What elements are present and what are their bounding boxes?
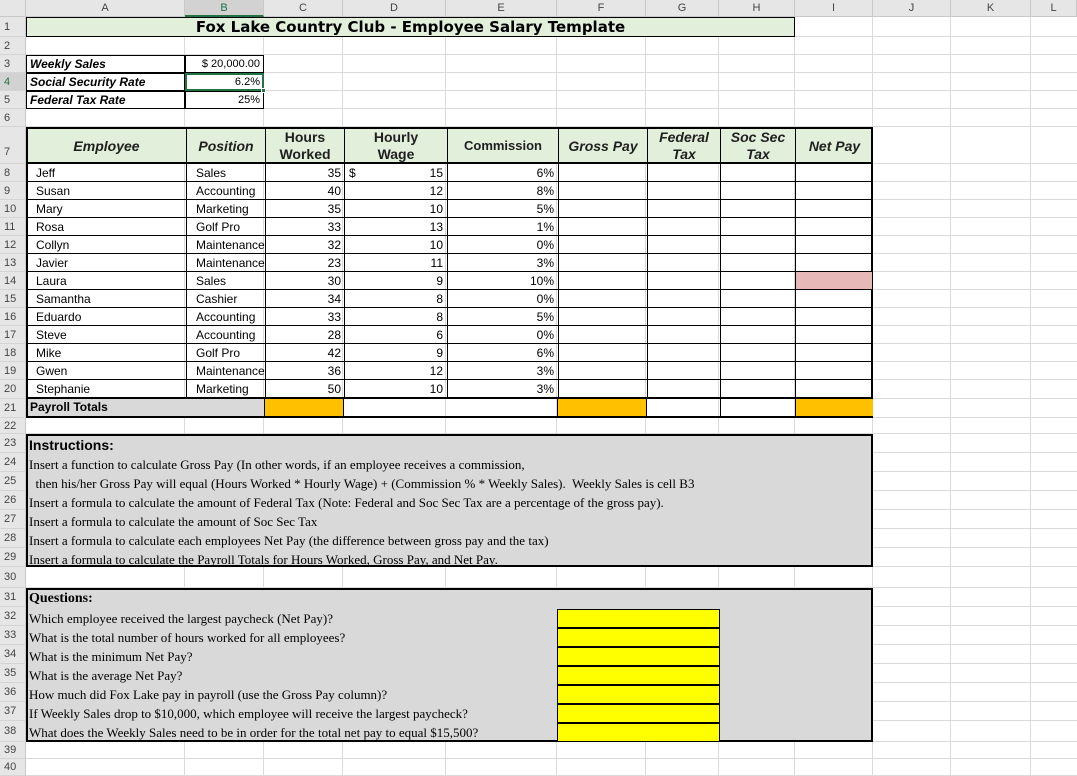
hourly-wage[interactable]: 10 [429,202,443,216]
params-block [26,55,265,109]
socsec-tax-cell[interactable] [721,308,795,325]
row-header-26[interactable]: 26 [0,491,26,510]
column-header-l[interactable]: L [1031,0,1077,17]
row-header-6[interactable]: 6 [0,109,26,127]
select-all-corner[interactable] [0,0,26,17]
hours-worked[interactable]: 30 [327,274,341,288]
fill-handle[interactable] [261,88,266,93]
net-pay-cell[interactable] [796,164,872,181]
commission[interactable]: 0% [536,328,554,342]
row-header-35[interactable]: 35 [0,664,26,683]
instruction-line: Insert a function to calculate Gross Pay (In other words, if an employee receives a commission, [29,457,525,472]
employee-position[interactable]: Sales [196,166,227,180]
row-header-19[interactable]: 19 [0,362,26,380]
header-commission: Commission [463,138,542,153]
net-pay-cell[interactable] [796,182,872,199]
instruction-line: Insert a formula to calculate each employees Net Pay (the difference between gross pay and the tax) [29,533,549,548]
gross-pay-cell[interactable] [559,344,647,361]
employee-position[interactable]: Maintenance [196,256,265,270]
row-header-18[interactable]: 18 [0,344,26,362]
currency-symbol: $ [349,166,356,180]
row-header-13[interactable]: 13 [0,254,26,272]
gross-pay-cell[interactable] [559,362,647,379]
gross-pay-cell[interactable] [559,308,647,325]
column-header-c[interactable]: C [264,0,343,17]
commission[interactable]: 3% [536,382,554,396]
cell-border [186,254,187,272]
column-header-e[interactable]: E [446,0,557,17]
question-line: Which employee received the largest paycheck (Net Pay)? [29,611,334,626]
table-row [28,254,871,272]
commission[interactable]: 1% [536,220,554,234]
table-row [28,272,871,290]
gross-pay-cell[interactable] [559,380,647,397]
employee-name[interactable]: Rosa [36,220,65,234]
instruction-line: then his/her Gross Pay will equal (Hours Worked * Hourly Wage) + (Commission % * Weekly Sales). Weekly Sales is cell B3 [29,476,695,491]
hourly-wage[interactable]: 10 [429,382,443,396]
employee-name[interactable]: Samantha [36,292,91,306]
row-header-5[interactable]: 5 [0,91,26,109]
row-header-39[interactable]: 39 [0,742,26,759]
federal-tax-cell[interactable] [648,290,720,307]
net-pay-cell[interactable] [796,290,872,307]
header-federal-1: Federal [659,129,709,145]
row-header-34[interactable]: 34 [0,645,26,664]
hourly-wage[interactable]: 9 [436,274,443,288]
payroll-totals-label: Payroll Totals [30,400,108,414]
row-header-10[interactable]: 10 [0,200,26,218]
grid-line [26,758,1077,759]
table-row [28,182,871,200]
employee-name[interactable]: Laura [36,274,67,288]
gross-pay-cell[interactable] [559,254,647,271]
page-title: Fox Lake Country Club - Employee Salary Template [195,18,626,36]
commission[interactable]: 8% [536,184,554,198]
employee-position[interactable]: Accounting [196,310,256,324]
header-hours-1: Hours [284,129,326,145]
hourly-wage[interactable]: 9 [436,346,443,360]
hourly-wage[interactable]: 12 [429,364,443,378]
header-wage-1: Hourly [373,129,419,145]
federal-tax-cell[interactable] [648,164,720,181]
commission[interactable]: 10% [529,274,554,288]
net-pay-total-cell[interactable] [795,399,873,416]
socsec-tax-cell[interactable] [721,254,795,271]
gross-pay-cell[interactable] [559,272,647,289]
question-line: What is the average Net Pay? [29,668,183,683]
gross-pay-cell[interactable] [559,290,647,307]
column-header-i[interactable]: I [795,0,873,17]
employee-position[interactable]: Marketing [196,382,249,396]
instruction-line: Insert a formula to calculate the Payroll Totals for Hours Worked, Gross Pay, and Net Pay. [29,552,498,567]
hours-worked[interactable]: 28 [327,328,341,342]
row-header-40[interactable]: 40 [0,759,26,776]
cell-border [186,182,187,200]
socsec-tax-cell[interactable] [721,290,795,307]
table-row [28,326,871,344]
table-row [28,308,871,326]
row-header-4[interactable]: 4 [0,73,26,91]
table-row [28,290,871,308]
cell-border [186,308,187,326]
hours-worked[interactable]: 35 [327,166,341,180]
commission[interactable]: 6% [536,346,554,360]
gross-pay-total-cell[interactable] [557,399,647,416]
socsec-tax-cell[interactable] [721,182,795,199]
header-hours-2: Worked [279,146,331,162]
question-line: What is the total number of hours worked for all employees? [29,630,346,645]
hours-worked[interactable]: 33 [327,220,341,234]
commission[interactable]: 6% [536,166,554,180]
employee-name[interactable]: Steve [36,328,67,342]
column-header-d[interactable]: D [343,0,446,17]
socsec-tax-cell[interactable] [721,200,795,217]
column-header-f[interactable]: F [557,0,646,17]
cell-border [186,236,187,254]
socsec-tax-cell[interactable] [721,380,795,397]
column-header-g[interactable]: G [646,0,719,17]
instruction-line: Insert a formula to calculate the amount of Federal Tax (Note: Federal and Soc Sec Tax are a percentage of the gross pay). [29,495,664,510]
net-pay-cell[interactable] [796,236,872,253]
commission[interactable]: 0% [536,238,554,252]
row-header-32[interactable]: 32 [0,607,26,626]
employee-position[interactable]: Sales [196,274,227,288]
header-net-pay: Net Pay [808,138,861,154]
row-header-20[interactable]: 20 [0,380,26,399]
table-row [28,236,871,254]
hours-worked[interactable]: 34 [327,292,341,306]
employee-name[interactable]: Gwen [36,364,68,378]
row-header-1[interactable]: 1 [0,17,26,37]
gross-pay-cell[interactable] [559,326,647,343]
answer-cell[interactable] [557,666,720,685]
cell-border [186,218,187,236]
social-security-rate-label: Social Security Rate [30,75,146,89]
federal-tax-rate-value[interactable]: 25% [237,94,260,106]
socsec-tax-cell[interactable] [721,236,795,253]
cell-border [186,362,187,380]
hours-worked[interactable]: 32 [327,238,341,252]
row-header-36[interactable]: 36 [0,683,26,702]
row-header-24[interactable]: 24 [0,453,26,472]
socsec-tax-cell[interactable] [721,326,795,343]
column-header-k[interactable]: K [951,0,1031,17]
header-wage-2: Wage [377,146,415,162]
question-line: What does the Weekly Sales need to be in order for the total net pay to equal $15,500? [29,725,479,740]
hours-total-cell[interactable] [264,399,344,416]
employee-name[interactable]: Javier [36,256,69,270]
question-line: How much did Fox Lake pay in payroll (use the Gross Pay column)? [29,687,388,702]
commission[interactable]: 5% [536,310,554,324]
federal-tax-cell[interactable] [648,182,720,199]
employee-name[interactable]: Collyn [36,238,70,252]
federal-tax-rate-label: Federal Tax Rate [30,93,126,107]
column-header-h[interactable]: H [719,0,795,17]
table-row [28,380,871,398]
federal-tax-cell[interactable] [648,236,720,253]
column-header-j[interactable]: J [873,0,951,17]
hours-worked[interactable]: 50 [327,382,341,396]
cell-border [186,380,187,398]
federal-tax-cell[interactable] [648,380,720,397]
socsec-tax-cell[interactable] [721,164,795,181]
net-pay-cell[interactable] [796,344,872,361]
cell-border [186,164,187,182]
gross-pay-cell[interactable] [559,182,647,199]
question-line: What is the minimum Net Pay? [29,649,193,664]
answer-cell[interactable] [557,685,720,704]
federal-tax-cell[interactable] [648,200,720,217]
title-cell[interactable] [26,17,795,37]
net-pay-cell[interactable] [796,362,872,379]
federal-tax-cell[interactable] [648,362,720,379]
social-security-rate-value[interactable]: 6.2% [234,76,260,88]
answer-cell[interactable] [557,704,720,723]
hours-worked[interactable]: 42 [327,346,341,360]
hourly-wage[interactable]: 8 [436,310,443,324]
employee-table [26,164,873,399]
net-pay-cell[interactable] [796,308,872,325]
socsec-tax-cell[interactable] [721,218,795,235]
row-header-2[interactable]: 2 [0,37,26,55]
employee-position[interactable]: Golf Pro [196,220,241,234]
commission[interactable]: 0% [536,292,554,306]
hours-worked[interactable]: 35 [327,202,341,216]
cell-border [186,272,187,290]
employee-name[interactable]: Mike [36,346,62,360]
hours-worked[interactable]: 40 [327,184,341,198]
gross-pay-cell[interactable] [559,200,647,217]
federal-tax-cell[interactable] [648,344,720,361]
federal-tax-cell[interactable] [648,308,720,325]
employee-position[interactable]: Cashier [196,292,238,306]
net-pay-cell[interactable] [796,200,872,217]
questions-heading: Questions: [29,591,93,606]
net-pay-cell[interactable] [796,272,872,289]
weekly-sales-value[interactable]: $ 20,000.00 [201,58,260,70]
row-header-29[interactable]: 29 [0,548,26,567]
employee-position[interactable]: Golf Pro [196,346,241,360]
hourly-wage[interactable]: 8 [436,292,443,306]
employee-name[interactable]: Jeff [36,166,56,180]
employee-position[interactable]: Marketing [196,202,249,216]
answer-cell[interactable] [557,609,720,628]
hours-worked[interactable]: 33 [327,310,341,324]
row-header-30[interactable]: 30 [0,567,26,588]
employee-position[interactable]: Maintenance [196,364,265,378]
row-header-23[interactable]: 23 [0,434,26,453]
hourly-wage[interactable]: 15 [429,166,443,180]
employee-position[interactable]: Maintenance [196,238,265,252]
hours-worked[interactable]: 36 [327,364,341,378]
hourly-wage[interactable]: 13 [429,220,443,234]
column-header-a[interactable]: A [26,0,185,17]
row-header-22[interactable]: 22 [0,418,26,434]
gross-pay-cell[interactable] [559,164,647,181]
row-header-25[interactable]: 25 [0,472,26,491]
row-header-3[interactable]: 3 [0,55,26,73]
row-header-16[interactable]: 16 [0,308,26,326]
table-row [28,362,871,380]
employee-position[interactable]: Accounting [196,328,256,342]
hourly-wage[interactable]: 12 [429,184,443,198]
gross-pay-cell[interactable] [559,218,647,235]
row-header-37[interactable]: 37 [0,702,26,721]
column-header-b[interactable]: B [185,0,264,17]
row-header-14[interactable]: 14 [0,272,26,290]
instructions-heading: Instructions: [29,437,114,453]
gross-pay-cell[interactable] [559,236,647,253]
weekly-sales-label: Weekly Sales [30,57,106,71]
federal-tax-cell[interactable] [648,272,720,289]
federal-tax-cell[interactable] [648,326,720,343]
employee-name[interactable]: Mary [36,202,63,216]
row-header-21[interactable]: 21 [0,399,26,418]
row-header-11[interactable]: 11 [0,218,26,236]
commission[interactable]: 3% [536,364,554,378]
net-pay-cell[interactable] [796,254,872,271]
cell-border [186,344,187,362]
header-gross-pay: Gross Pay [568,138,638,154]
table-header-row [26,127,873,164]
row-header-12[interactable]: 12 [0,236,26,254]
hours-worked[interactable]: 23 [327,256,341,270]
cell-border [186,326,187,344]
answer-cell[interactable] [557,723,720,742]
row-header-27[interactable]: 27 [0,510,26,529]
questions-panel [26,588,873,742]
table-row [28,344,871,362]
table-row [28,218,871,236]
question-line: If Weekly Sales drop to $10,000, which employee will receive the largest paycheck? [29,706,468,721]
table-row [28,164,871,182]
answer-cell[interactable] [557,647,720,666]
employee-name[interactable]: Susan [36,184,71,198]
socsec-tax-cell[interactable] [721,362,795,379]
federal-tax-cell[interactable] [648,218,720,235]
header-socsec-2: Tax [746,146,770,162]
hourly-wage[interactable]: 11 [430,256,443,270]
hourly-wage[interactable]: 6 [436,328,443,342]
header-federal-2: Tax [672,146,696,162]
row-header-8[interactable]: 8 [0,164,26,182]
row-header-17[interactable]: 17 [0,326,26,344]
answer-cell[interactable] [557,628,720,647]
instructions-panel [26,434,873,567]
header-employee: Employee [73,138,140,154]
cell-border [186,200,187,218]
net-pay-cell[interactable] [796,380,872,397]
commission[interactable]: 3% [536,256,554,270]
employee-name[interactable]: Eduardo [36,310,82,324]
employee-position[interactable]: Accounting [196,184,256,198]
federal-tax-cell[interactable] [648,254,720,271]
socsec-tax-cell[interactable] [721,344,795,361]
row-header-38[interactable]: 38 [0,721,26,742]
row-header-28[interactable]: 28 [0,529,26,548]
header-socsec-1: Soc Sec [730,129,786,145]
cell-border [186,290,187,308]
commission[interactable]: 5% [536,202,554,216]
employee-name[interactable]: Stephanie [36,382,91,396]
row-header-9[interactable]: 9 [0,182,26,200]
row-header-31[interactable]: 31 [0,588,26,607]
header-position: Position [198,138,254,154]
net-pay-cell[interactable] [796,326,872,343]
row-header-7[interactable]: 7 [0,127,26,164]
row-header-33[interactable]: 33 [0,626,26,645]
table-row [28,200,871,218]
row-header-15[interactable]: 15 [0,290,26,308]
hourly-wage[interactable]: 10 [429,238,443,252]
socsec-tax-cell[interactable] [721,272,795,289]
instruction-line: Insert a formula to calculate the amount of Soc Sec Tax [29,514,318,529]
net-pay-cell[interactable] [796,218,872,235]
payroll-totals-row [26,399,873,418]
